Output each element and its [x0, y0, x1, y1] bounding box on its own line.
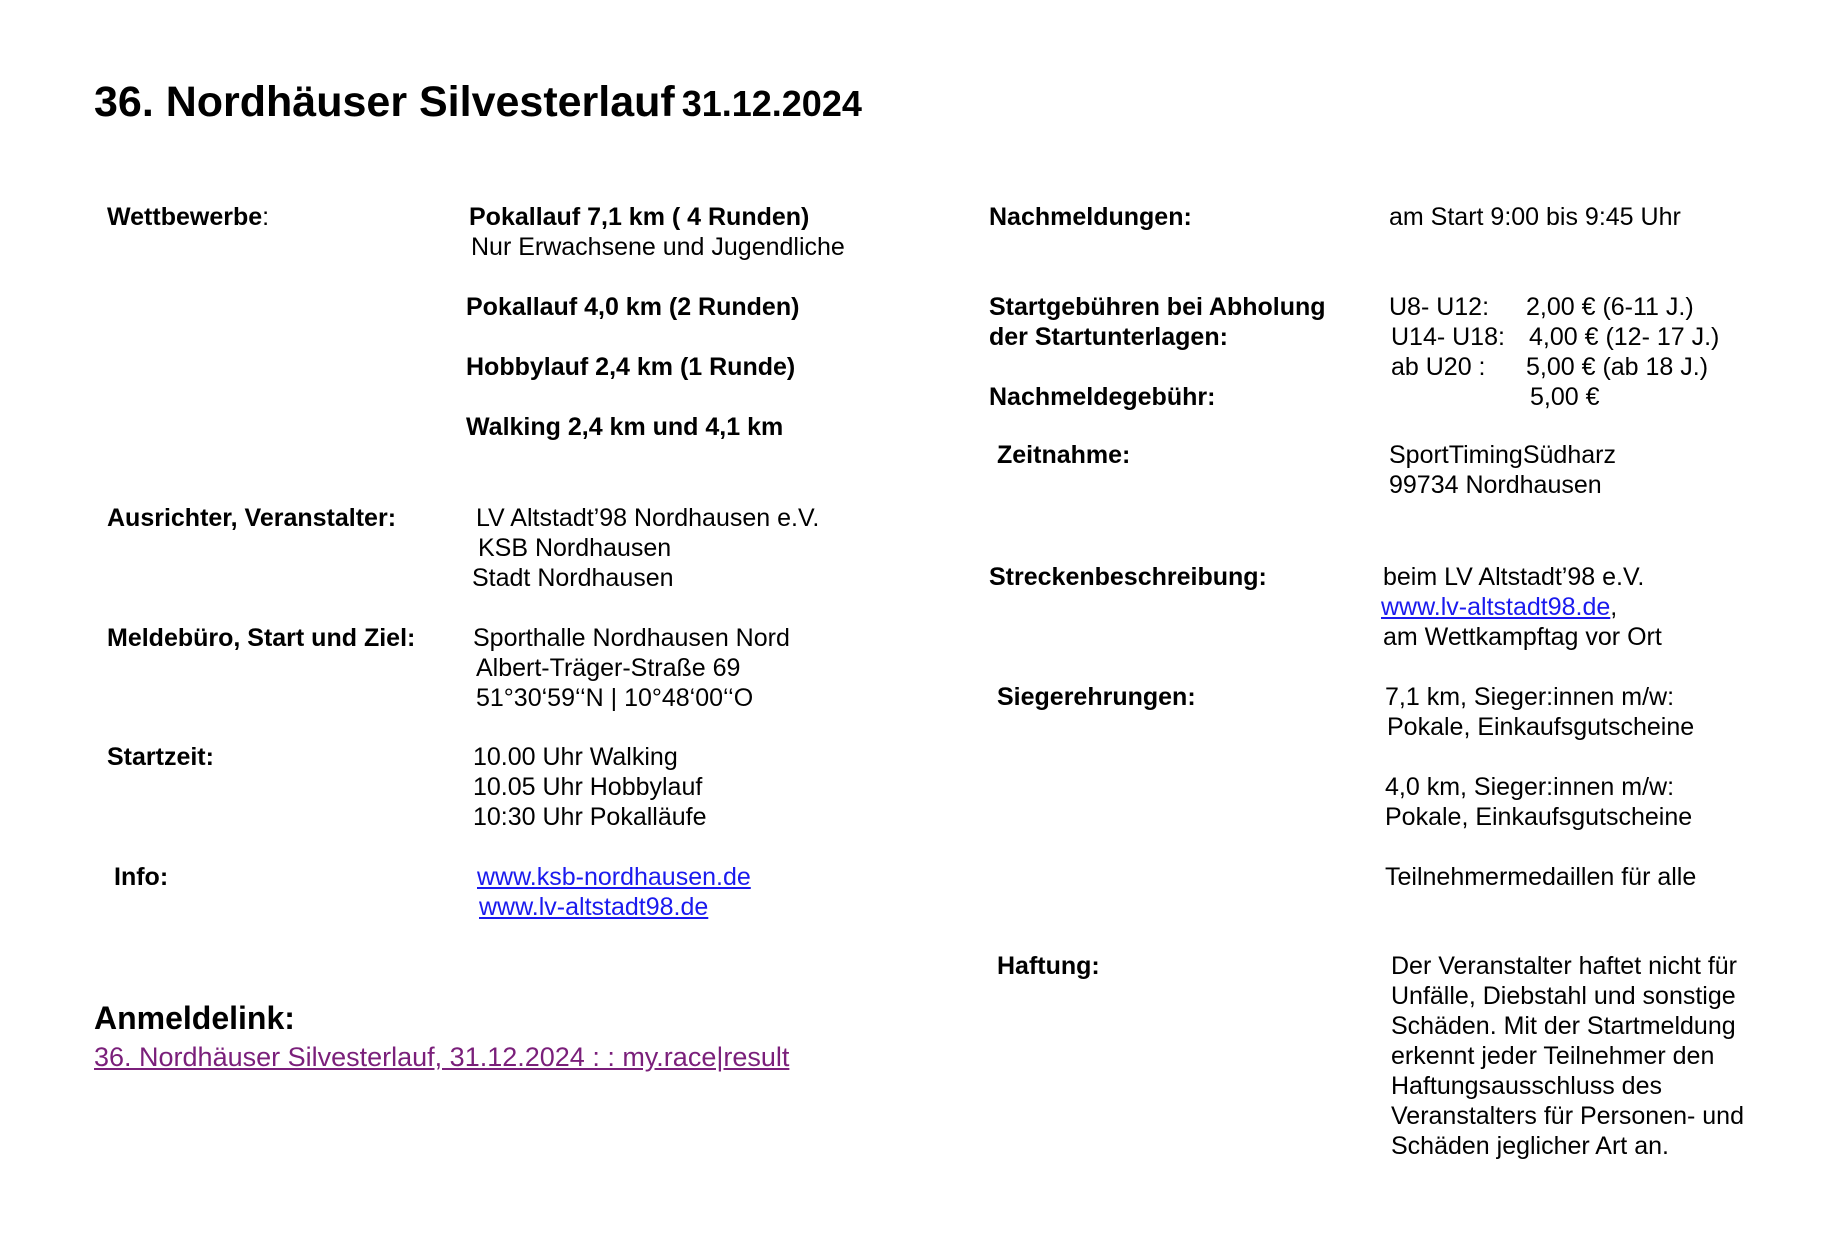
ausrichter-line-2: KSB Nordhausen [478, 534, 672, 562]
startzeit-line-2: 10.05 Uhr Hobbylauf [473, 773, 703, 801]
nachmeldungen-label: Nachmeldungen: [989, 203, 1192, 231]
haftung-line-5: Haftungsausschluss des [1391, 1072, 1662, 1100]
haftung-line-7: Schäden jeglicher Art an. [1391, 1132, 1669, 1160]
zeitnahme-label: Zeitnahme: [997, 441, 1131, 469]
title-date: 31.12.2024 [681, 83, 862, 124]
haftung-line-6: Veranstalters für Personen- und [1391, 1102, 1744, 1130]
siegerehrungen-label: Siegerehrungen: [997, 683, 1196, 711]
pokallauf-4km-title: Pokallauf 4,0 km (2 Runden) [466, 293, 800, 321]
registration-link[interactable]: 36. Nordhäuser Silvesterlauf, 31.12.2024 : : my.race|result [94, 1042, 790, 1072]
strecke-link[interactable]: www.lv-altstadt98.de [1381, 593, 1611, 621]
meldebuero-label: Meldebüro, Start und Ziel: [107, 624, 416, 652]
anmeldelink-label: Anmeldelink: [94, 1000, 295, 1036]
sieger-medal-line: Teilnehmermedaillen für alle [1385, 863, 1697, 891]
zeitnahme-line-2: 99734 Nordhausen [1389, 471, 1602, 499]
haftung-line-1: Der Veranstalter haftet nicht für [1391, 952, 1738, 980]
startgebuehren-label-1: Startgebühren bei Abholung [989, 293, 1326, 321]
ausrichter-label: Ausrichter, Veranstalter: [107, 504, 397, 532]
startzeit-line-3: 10:30 Uhr Pokalläufe [473, 803, 707, 831]
pokallauf-7km-title: Pokallauf 7,1 km ( 4 Runden) [469, 203, 810, 231]
ausrichter-line-3: Stadt Nordhausen [472, 564, 674, 592]
ksb-nordhausen-link[interactable]: www.ksb-nordhausen.de [477, 863, 751, 891]
info-link-2-wrap [479, 892, 708, 922]
ausrichter-line-1: LV Altstadt’98 Nordhausen e.V. [476, 504, 820, 532]
startgebuehren-label-2: der Startunterlagen: [989, 323, 1228, 351]
sieger-4km-line-2: Pokale, Einkaufsgutscheine [1385, 803, 1693, 831]
nachmeldegebuehr-label: Nachmeldegebühr: [989, 383, 1216, 411]
meldebuero-line-1: Sporthalle Nordhausen Nord [473, 624, 790, 652]
lv-altstadt-link[interactable]: www.lv-altstadt98.de [479, 893, 709, 921]
zeitnahme-line-1: SportTimingSüdharz [1389, 441, 1616, 469]
wettbewerbe-label: Wettbewerbe [107, 203, 263, 231]
strecke-line-2 [1381, 592, 1617, 622]
hobbylauf-title: Hobbylauf 2,4 km (1 Runde) [466, 353, 796, 381]
fee-cat-u14: U14- U18: [1391, 323, 1505, 351]
meldebuero-coordinates: 51°30‘59‘‘N | 10°48‘00‘‘O [476, 684, 754, 712]
strecke-line-1: beim LV Altstadt’98 e.V. [1383, 563, 1645, 591]
nachmeldungen-value: am Start 9:00 bis 9:45 Uhr [1389, 203, 1681, 231]
strecke-label: Streckenbeschreibung: [989, 563, 1267, 591]
page-title [94, 74, 862, 136]
wettbewerbe-label-wrap [107, 202, 269, 232]
fee-price-u20: 5,00 € (ab 18 J.) [1526, 353, 1709, 381]
meldebuero-line-2: Albert-Träger-Straße 69 [476, 654, 741, 682]
haftung-line-2: Unfälle, Diebstahl und sonstige [1391, 982, 1736, 1010]
sieger-7km-line-1: 7,1 km, Sieger:innen m/w: [1385, 683, 1675, 711]
anmeldelink-wrap [94, 1040, 789, 1074]
fee-cat-u8: U8- U12: [1389, 293, 1490, 321]
haftung-line-3: Schäden. Mit der Startmeldung [1391, 1012, 1736, 1040]
haftung-label: Haftung: [997, 952, 1100, 980]
sieger-4km-line-1: 4,0 km, Sieger:innen m/w: [1385, 773, 1675, 801]
nachmeldegebuehr-value: 5,00 € [1530, 383, 1600, 411]
strecke-line-3: am Wettkampftag vor Ort [1383, 623, 1662, 651]
info-link-1-wrap [477, 862, 751, 892]
title-main: 36. Nordhäuser Silvesterlauf [94, 78, 675, 126]
info-label: Info: [114, 863, 169, 891]
startzeit-line-1: 10.00 Uhr Walking [473, 743, 678, 771]
haftung-text [1391, 951, 1744, 1161]
fee-cat-u20: ab U20 : [1391, 353, 1486, 381]
sieger-7km-line-2: Pokale, Einkaufsgutscheine [1387, 713, 1695, 741]
startzeit-label: Startzeit: [107, 743, 214, 771]
haftung-line-4: erkennt jeder Teilnehmer den [1391, 1042, 1715, 1070]
wettbewerbe-label-colon: : [262, 203, 270, 231]
strecke-link-comma: , [1610, 593, 1618, 621]
pokallauf-7km-sub: Nur Erwachsene und Jugendliche [471, 233, 845, 261]
walking-title: Walking 2,4 km und 4,1 km [466, 413, 784, 441]
fee-price-u14: 4,00 € (12- 17 J.) [1529, 323, 1720, 351]
fee-price-u8: 2,00 € (6-11 J.) [1526, 293, 1694, 321]
